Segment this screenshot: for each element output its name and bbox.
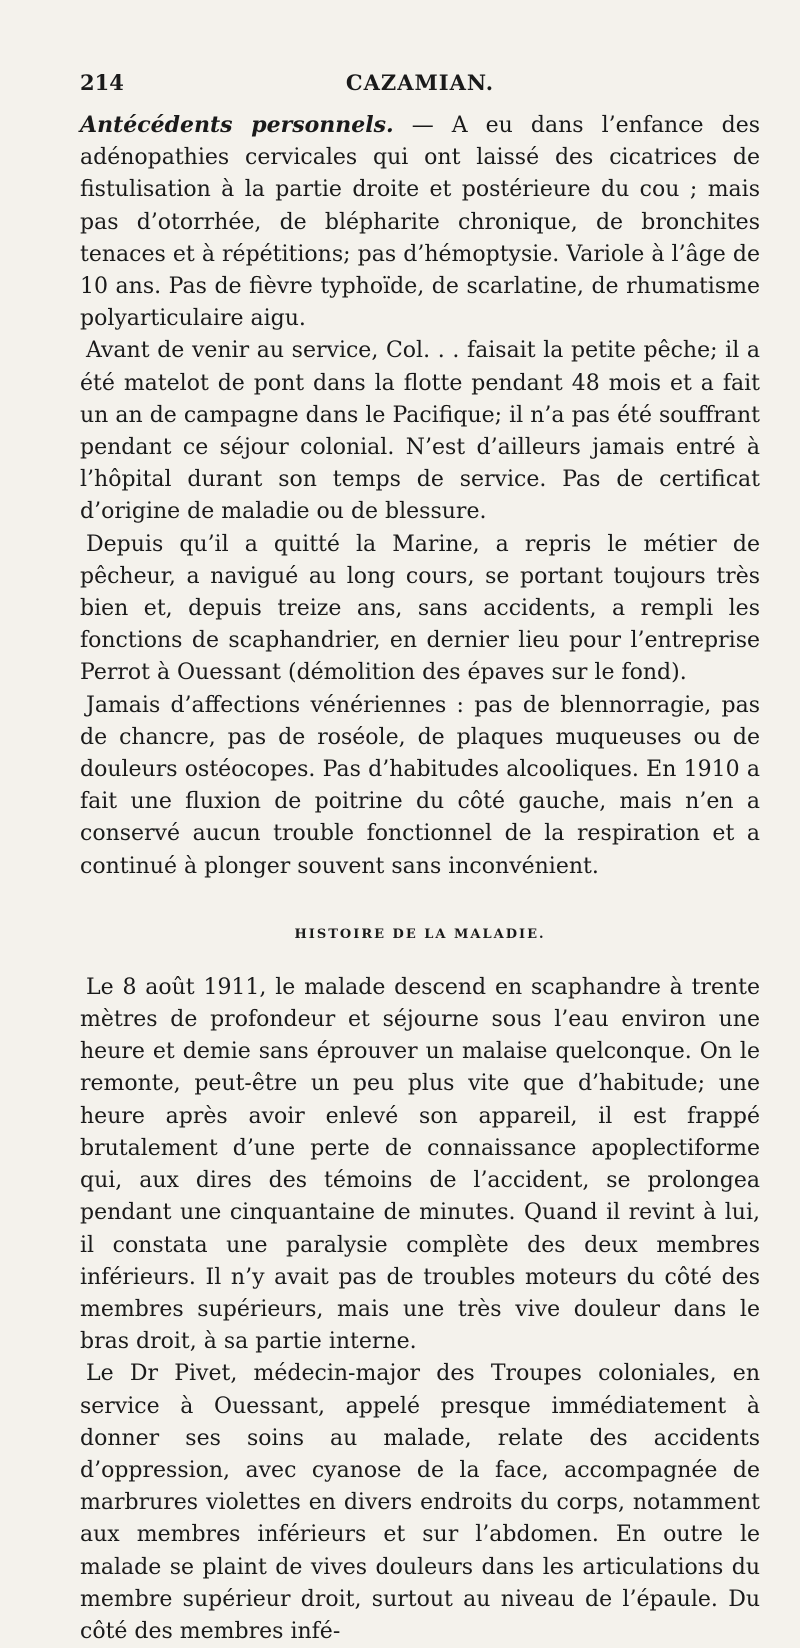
paragraph-accident: Le 8 août 1911, le malade descend en scaphandre à trente mètres de profondeur et séjourne sous l’eau environ une heure et demie sans éprouver un malaise quelconque. On le remonte, peut-être un peu plus vite que d’habitude; une heure après avoir enlevé son appareil, il est frappé brutalement d’une perte de connaissance apoplectiforme qui, aux dires des témoins de l’accident, se prolongea pendant une cinquantaine de minutes. Quand il revint à lui, il constata une paralysie complète des deux membres inférieurs. Il n’y avait pas de troubles moteurs du côté des membres supérieurs, mais une très vive douleur dans le bras droit, à sa partie interne.	[80, 974, 760, 1355]
paragraph-antecedents	[80, 109, 760, 335]
page-number: 214	[80, 70, 124, 95]
section-heading: HISTOIRE DE LA MALADIE.	[294, 926, 546, 942]
paragraph-career: Depuis qu’il a quitté la Marine, a repris le métier de pêcheur, a navigué au long cours, se portant toujours très bien et, depuis treize ans, sans accidents, a rempli les fonctions de scaphandrier, en dernier lieu pour l’entreprise Perrot à Ouessant (démolition des épaves sur le fond).	[80, 531, 760, 686]
paragraph-venereal: Jamais d’affections vénériennes : pas de blennorragie, pas de chancre, pas de roséole, de plaques muqueuses ou de douleurs ostéocopes. Pas d’habitudes alcooliques. En 1910 a fait une fluxion de poitrine du côté gauche, mais n’en a conservé aucun trouble fonctionnel de la respiration et a continué à plonger souvent sans inconvénient.	[80, 692, 760, 879]
paragraph-doctor-report: Le Dr Pivet, médecin-major des Troupes coloniales, en service à Ouessant, appelé presque immédiatement à donner ses soins au malade, relate des accidents d’oppression, avec cyanose de la face, accompagnée de marbrures violettes en divers endroits du corps, notamment aux membres inférieurs et sur l’abdomen. En outre le malade se plaint de vives douleurs dans les articulations du membre supérieur droit, surtout au niveau de l’épaule. Du côté des membres infé-	[80, 1361, 760, 1644]
paragraph-text: — A eu dans l’enfance des adénopathies cervicales qui ont laissé des cicatrices de fistulisation à la partie droite et postérieure du cou ; mais pas d’otorrhée, de blépharite chronique, de bronchites tenaces et à répétitions; pas d’hémoptysie. Variole à l’âge de 10 ans. Pas de fièvre typhoïde, de scarlatine, de rhumatisme polyarticulaire aigu.	[80, 113, 760, 332]
paragraph-service: Avant de venir au service, Col. . . faisait la petite pêche; il a été matelot de pont dans la flotte pendant 48 mois et a fait un an de campagne dans le Pacifique; il n’a pas été souffrant pendant ce séjour colonial. N’est d’ailleurs jamais entré à l’hôpital durant son temps de service. Pas de certificat d’origine de maladie ou de blessure.	[80, 338, 760, 525]
running-head	[80, 70, 760, 95]
running-title: CAZAMIAN.	[345, 70, 495, 95]
paragraph-lead: Antécédents personnels.	[80, 112, 394, 138]
